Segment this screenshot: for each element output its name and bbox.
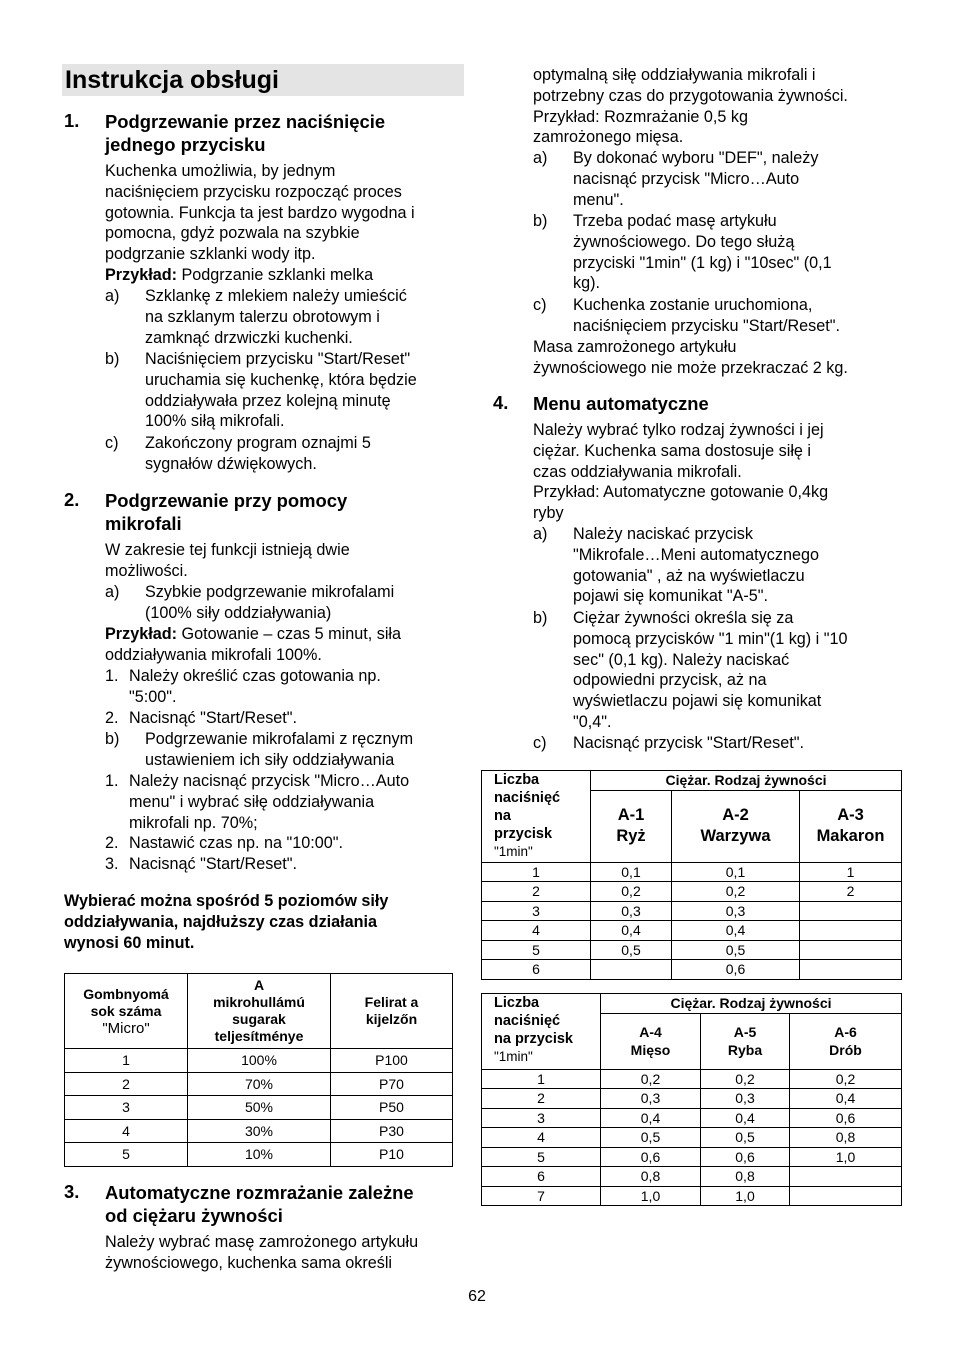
table-cell: 1,0 (601, 1186, 701, 1206)
page-number: 62 (468, 1288, 486, 1305)
table-cell: 0,8 (701, 1167, 790, 1187)
table-row (482, 1167, 902, 1187)
auto-table-2-left-header: Liczba naciśnięć na przycisk "1min" (482, 994, 601, 1070)
table-row (482, 862, 902, 882)
table-cell: 0,1 (591, 862, 672, 882)
table-cell: 0,5 (701, 1128, 790, 1148)
section-2-a: Szybkie podgrzewanie mikrofalami (100% siły oddziaływania) (145, 583, 395, 622)
power-table-col-power: A mikrohullámú sugarak teljesítménye (188, 974, 331, 1049)
power-note: Wybierać można spośród 5 poziomów siły oddziaływania, najdłuższy czas działania wynosi 60 minut. (64, 892, 389, 952)
table-cell: 2 (65, 1072, 188, 1096)
auto-table-1-group-header: Ciężar. Rodzaj żywności (591, 771, 902, 791)
table-cell (800, 940, 902, 960)
table-cell: 0,4 (591, 921, 672, 941)
auto-table-1-header (482, 771, 902, 791)
section-4-heading: Menu automatyczne (533, 393, 709, 414)
section-1-item-c: Zakończony program oznajmi 5 sygnałów dźwiękowych. (145, 434, 371, 473)
table-cell: 1 (800, 862, 902, 882)
table-row (482, 882, 902, 902)
table-cell: 5 (482, 940, 591, 960)
table-cell: 0,5 (601, 1128, 701, 1148)
table-cell: 0,1 (672, 862, 800, 882)
section-2-step2-num: 2. (105, 709, 119, 727)
table-cell: 0,2 (790, 1069, 902, 1089)
section-2-b-step1-num: 1. (105, 772, 119, 790)
table-cell: 4 (65, 1119, 188, 1143)
table-row (482, 1147, 902, 1167)
table-cell: 0,3 (672, 901, 800, 921)
table-cell: 50% (188, 1096, 331, 1120)
table-cell: 0,8 (790, 1128, 902, 1148)
table-cell: 3 (65, 1096, 188, 1120)
section-4-number: 4. (493, 392, 509, 413)
section-3-item-b-label: b) (533, 212, 548, 230)
table-cell: P100 (331, 1049, 453, 1073)
section-3-body-left: Należy wybrać masę zamrożonego artykułu żywnościowego, kuchenka sama określi (105, 1233, 419, 1272)
section-2-a-label: a) (105, 583, 120, 601)
table-cell: 70% (188, 1072, 331, 1096)
table-row (65, 1143, 453, 1167)
table-cell: 4 (482, 1128, 601, 1148)
section-4-item-b-label: b) (533, 609, 548, 627)
section-4-item-c-label: c) (533, 734, 547, 752)
section-1-item-a-label: a) (105, 287, 120, 305)
auto-table-1-col: A-2 Warzywa (672, 790, 800, 862)
table-row (65, 1119, 453, 1143)
section-2-b-step2: Nastawić czas np. na "10:00". (129, 834, 343, 852)
table-row (482, 1186, 902, 1206)
section-4-body: Należy wybrać tylko rodzaj żywności i jej ciężar. Kuchenka sama dostosuje siłę i czas oddziaływania mikrofali. Przykład: Automatyczne gotowanie 0,4kg ryby (533, 421, 829, 523)
table-cell: P70 (331, 1072, 453, 1096)
auto-table-1-col: A-3 Makaron (800, 790, 902, 862)
table-cell: 0,5 (672, 940, 800, 960)
table-row (482, 921, 902, 941)
table-cell: 5 (65, 1143, 188, 1167)
table-cell: 7 (482, 1186, 601, 1206)
section-1-number: 1. (64, 110, 80, 131)
section-2-number: 2. (64, 489, 80, 510)
table-cell: 10% (188, 1143, 331, 1167)
section-3-number: 3. (64, 1181, 80, 1202)
table-row (482, 1108, 902, 1128)
power-table-col-display: Felirat a kijelzőn (331, 974, 453, 1049)
table-cell: 3 (482, 1108, 601, 1128)
table-cell: 0,6 (790, 1108, 902, 1128)
table-cell: 1 (482, 1069, 601, 1089)
section-2-b-step1: Należy nacisnąć przycisk "Micro…Auto menu" i wybrać siłę oddziaływania mikrofali np. 70%; (129, 772, 410, 832)
table-cell: 0,4 (701, 1108, 790, 1128)
section-2-step1-num: 1. (105, 667, 119, 685)
section-3-body-right: optymalną siłę oddziaływania mikrofali i potrzebny czas do przygotowania żywności. Przykład: Rozmrażanie 0,5 kg zamrożonego mięsa. (533, 66, 848, 147)
table-cell (790, 1186, 902, 1206)
section-2-intro: W zakresie tej funkcji istnieją dwie możliwości. (105, 541, 350, 580)
table-cell: 4 (482, 921, 591, 941)
table-cell: 1 (482, 862, 591, 882)
table-cell: 6 (482, 1167, 601, 1187)
auto-table-1-col: A-1 Ryż (591, 790, 672, 862)
table-cell: 2 (800, 882, 902, 902)
table-row (482, 901, 902, 921)
table-row (482, 1069, 902, 1089)
section-1-item-a: Szklankę z mlekiem należy umieścić na szklanym talerzu obrotowym i zamknąć drzwiczki kuchenki. (145, 287, 407, 347)
table-cell: 0,4 (601, 1108, 701, 1128)
auto-menu-table-1 (481, 770, 902, 980)
table-cell: 100% (188, 1049, 331, 1073)
section-1-item-b: Naciśnięciem przycisku "Start/Reset" uruchamia się kuchenkę, która będzie oddziaływała przez kolejną minutę 100% siłą mikrofali. (145, 350, 417, 431)
section-3-item-a-label: a) (533, 149, 548, 167)
section-4-item-a-label: a) (533, 525, 548, 543)
power-table (64, 973, 453, 1167)
auto-table-2-group-header: Ciężar. Rodzaj żywności (601, 994, 902, 1014)
table-row (482, 940, 902, 960)
section-4-item-a: Należy naciskać przycisk "Mikrofale…Meni automatycznego gotowania" , aż na wyświetlaczu pojawi się komunikat "A-5". (573, 525, 819, 606)
section-1-body: Kuchenka umożliwia, by jednym naciśnięciem przycisku rozpocząć proces gotownia. Funkcja ta jest bardzo wygodna i pomocna, gdyż pozwala na szybkie podgrzanie szklanki wody itp. Przykład: Podgrzanie szklanki melka (105, 162, 415, 284)
section-4-item-b: Ciężar żywności określa się za pomocą przycisków "1 min"(1 kg) i "10 sec" (0,1 kg). Należy naciskać odpowiedni przycisk, aż na wyświetlaczu pojawi się komunikat "0,4". (573, 609, 848, 731)
table-cell: 0,2 (672, 882, 800, 902)
table-cell (800, 921, 902, 941)
power-table-header (65, 974, 453, 1049)
table-cell: 2 (482, 882, 591, 902)
table-cell: 1 (65, 1049, 188, 1073)
table-cell: P30 (331, 1119, 453, 1143)
table-cell: 3 (482, 901, 591, 921)
section-3-item-b: Trzeba podać masę artykułu żywnościowego. Do tego służą przyciski "1min" (1 kg) i "10sec" (0,1 kg). (573, 212, 832, 293)
table-cell: 1,0 (701, 1186, 790, 1206)
table-cell (800, 901, 902, 921)
section-1-item-c-label: c) (105, 434, 119, 452)
auto-table-2-col: A-5 Ryba (701, 1013, 790, 1069)
section-2-b-label: b) (105, 730, 120, 748)
table-cell: 0,6 (672, 960, 800, 980)
section-2-b-step3: Nacisnąć "Start/Reset". (129, 855, 298, 873)
section-3-outro: Masa zamrożonego artykułu żywnościowego nie może przekraczać 2 kg. (533, 338, 848, 377)
auto-menu-table-2 (481, 993, 902, 1206)
section-2-b: Podgrzewanie mikrofalami z ręcznym ustawieniem ich siły oddziaływania (145, 730, 414, 769)
table-row (65, 1072, 453, 1096)
table-cell: 0,3 (701, 1089, 790, 1109)
section-2-step1: Należy określić czas gotowania np. "5:00". (129, 667, 381, 706)
table-cell: 0,4 (790, 1089, 902, 1109)
section-2-step2: Nacisnąć "Start/Reset". (129, 709, 298, 727)
table-row (65, 1096, 453, 1120)
table-cell: 0,5 (591, 940, 672, 960)
table-cell: 0,8 (601, 1167, 701, 1187)
page-title: Instrukcja obsługi (62, 64, 464, 96)
table-cell: 0,2 (701, 1069, 790, 1089)
section-2-example: Przykład: Gotowanie – czas 5 minut, siła oddziaływania mikrofali 100%. (105, 625, 402, 664)
section-2-heading: Podgrzewanie przy pomocy mikrofali (105, 490, 348, 534)
table-cell: 30% (188, 1119, 331, 1143)
section-2-b-step2-num: 2. (105, 834, 119, 852)
power-table-col-press: Gombnyomá sok száma "Micro" (65, 974, 188, 1049)
table-row (482, 1089, 902, 1109)
table-cell: 0,6 (701, 1147, 790, 1167)
table-cell: 0,3 (591, 901, 672, 921)
table-cell: 1,0 (790, 1147, 902, 1167)
table-cell: 6 (482, 960, 591, 980)
table-row (482, 1128, 902, 1148)
table-cell: 5 (482, 1147, 601, 1167)
table-row (65, 1049, 453, 1073)
table-cell (790, 1167, 902, 1187)
table-cell: P50 (331, 1096, 453, 1120)
section-3-item-a: By dokonać wyboru "DEF", należy nacisnąć przycisk "Micro…Auto menu". (573, 149, 819, 209)
table-cell: 0,6 (601, 1147, 701, 1167)
table-cell (591, 960, 672, 980)
table-cell: P10 (331, 1143, 453, 1167)
section-3-item-c: Kuchenka zostanie uruchomiona, naciśnięciem przycisku "Start/Reset". (573, 296, 840, 335)
auto-table-1-left-header: Liczba naciśnięć na przycisk "1min" (482, 771, 591, 863)
auto-table-2-col: A-4 Mięso (601, 1013, 701, 1069)
table-cell: 0,2 (601, 1069, 701, 1089)
table-cell: 0,4 (672, 921, 800, 941)
section-3-heading: Automatyczne rozmrażanie zależne od ciężaru żywności (105, 1182, 414, 1226)
table-row (482, 960, 902, 980)
section-4-item-c: Nacisnąć przycisk "Start/Reset". (573, 734, 804, 752)
auto-table-2-header (482, 994, 902, 1014)
auto-table-2-col: A-6 Drób (790, 1013, 902, 1069)
table-cell: 0,2 (591, 882, 672, 902)
section-2-b-step3-num: 3. (105, 855, 119, 873)
section-1-item-b-label: b) (105, 350, 120, 368)
table-cell: 2 (482, 1089, 601, 1109)
section-1-heading: Podgrzewanie przez naciśnięcie jednego przycisku (105, 111, 386, 155)
section-3-item-c-label: c) (533, 296, 547, 314)
table-cell: 0,3 (601, 1089, 701, 1109)
table-cell (800, 960, 902, 980)
